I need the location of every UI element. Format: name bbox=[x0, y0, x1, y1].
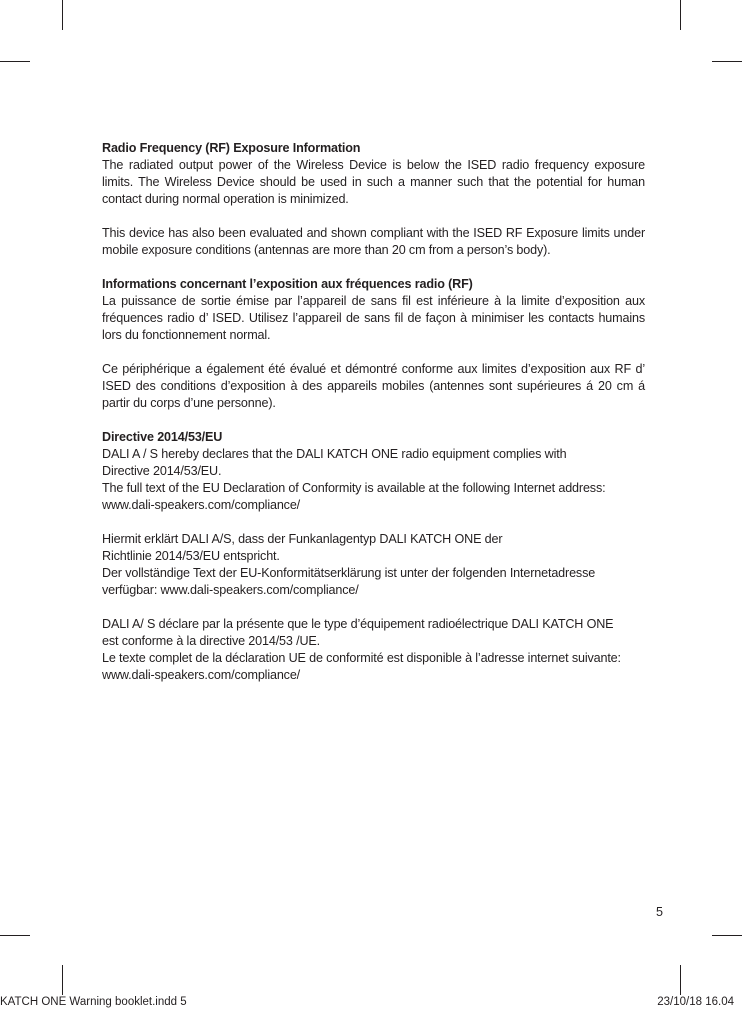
crop-mark-top-right bbox=[712, 61, 742, 62]
rf-fr-paragraph-2: Ce périphérique a également été évalué et démontré conforme aux limites d’exposition aux RF d’ ISED des conditions d’exposition à des appareils mobiles (antennes sont supérieures á 20 cm á partir du corps d’une personne). bbox=[102, 362, 645, 410]
rf-fr-heading: Informations concernant l’exposition aux fréquences radio (RF) bbox=[102, 277, 473, 291]
directive-en-line: DALI A / S hereby declares that the DALI KATCH ONE radio equipment complies with bbox=[102, 447, 567, 461]
directive-fr-line: DALI A/ S déclare par la présente que le type d’équipement radioélectrique DALI KATCH ONE bbox=[102, 617, 614, 631]
directive-fr bbox=[102, 616, 645, 684]
directive-de-line: Richtlinie 2014/53/EU entspricht. bbox=[102, 549, 280, 563]
crop-mark-bottom-right bbox=[680, 965, 681, 995]
rf-en-heading: Radio Frequency (RF) Exposure Information bbox=[102, 141, 361, 155]
document-body bbox=[102, 140, 645, 684]
directive-en bbox=[102, 446, 645, 514]
rf-en-paragraph-2: This device has also been evaluated and shown compliant with the ISED RF Exposure limits under mobile exposure conditions (antennas are more than 20 cm from a person’s body). bbox=[102, 226, 645, 257]
rf-fr-paragraph-1: La puissance de sortie émise par l’appareil de sans fil est inférieure à la limite d’exposition aux fréquences radio d’ ISED. Utilisez l’appareil de sans fil de façon à minimiser les contacts humains lors du fonctionnement normal. bbox=[102, 294, 645, 342]
crop-mark-top-right bbox=[680, 0, 681, 30]
rf-en-paragraph-1: The radiated output power of the Wireless Device is below the ISED radio frequency exposure limits. The Wireless Device should be used in such a manner such that the potential for human contact during normal operation is minimized. bbox=[102, 158, 645, 206]
directive-heading: Directive 2014/53/EU bbox=[102, 430, 223, 444]
directive-en-line: Directive 2014/53/EU. bbox=[102, 464, 222, 478]
directive-en-line: The full text of the EU Declaration of Conformity is available at the following Internet address: bbox=[102, 481, 606, 495]
directive-de-url: verfügbar: www.dali-speakers.com/compliance/ bbox=[102, 583, 359, 597]
page-number: 5 bbox=[656, 905, 664, 919]
crop-mark-bottom-left bbox=[62, 965, 63, 995]
directive-fr-line: Le texte complet de la déclaration UE de conformité est disponible à l’adresse internet suivante: bbox=[102, 651, 621, 665]
directive-de bbox=[102, 531, 645, 599]
crop-mark-top-left bbox=[0, 61, 30, 62]
crop-mark-bottom-right bbox=[712, 935, 742, 936]
directive-de-line: Hiermit erklärt DALI A/S, dass der Funkanlagentyp DALI KATCH ONE der bbox=[102, 532, 503, 546]
directive-en-url: www.dali-speakers.com/compliance/ bbox=[102, 498, 301, 512]
directive-de-line: Der vollständige Text der EU-Konformitätserklärung ist unter der folgenden Internetadresse bbox=[102, 566, 596, 580]
directive-fr-line: est conforme à la directive 2014/53 /UE. bbox=[102, 634, 321, 648]
directive-fr-url: www.dali-speakers.com/compliance/ bbox=[102, 668, 301, 682]
slug-filename: KATCH ONE Warning booklet.indd 5 bbox=[0, 996, 187, 1008]
crop-mark-top-left bbox=[62, 0, 63, 30]
crop-mark-bottom-left bbox=[0, 935, 30, 936]
slug-timestamp: 23/10/18 16.04 bbox=[657, 996, 734, 1008]
